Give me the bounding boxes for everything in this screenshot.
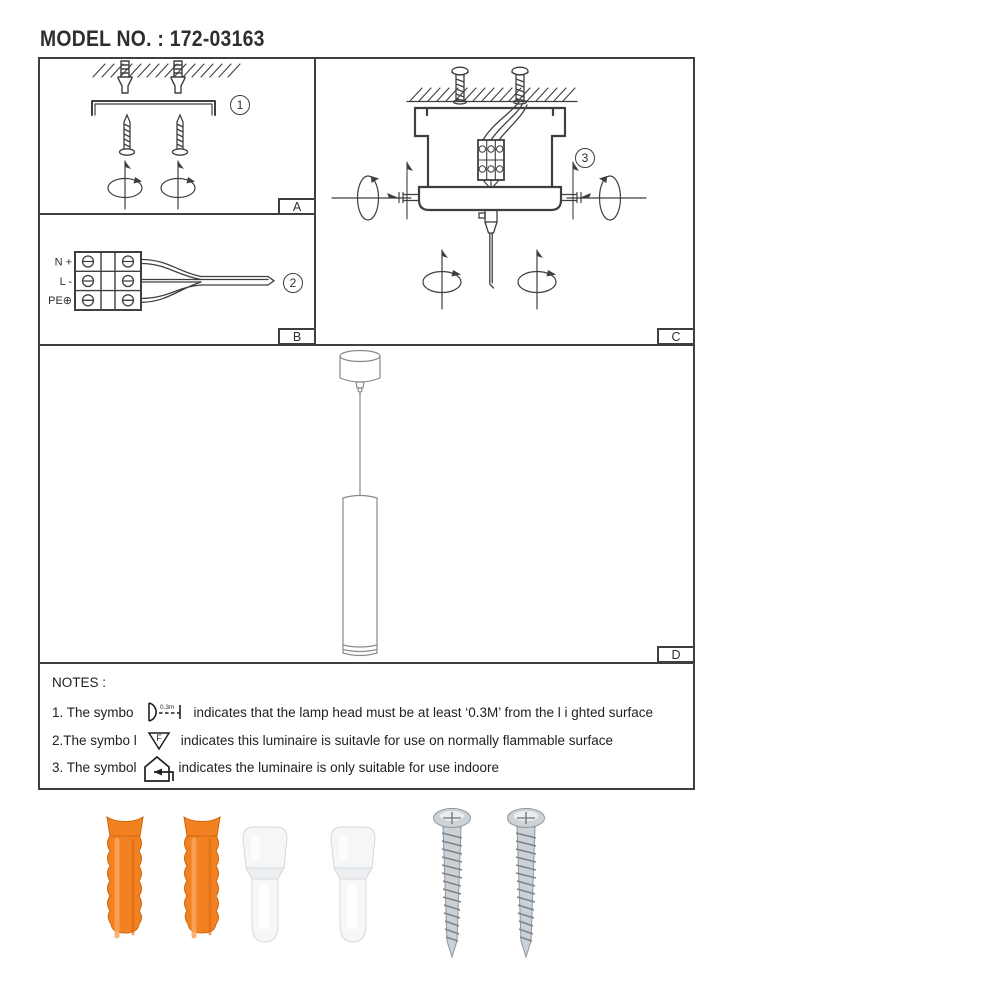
rotation-arrow-icon [161, 161, 195, 209]
rotation-arrow-icon [332, 176, 411, 220]
note-line-2: 2.The symbo l F indicates this luminaire is suitavle for use on normally flammable surface [52, 728, 613, 752]
screw-icon [173, 115, 188, 155]
svg-text:0.3m: 0.3m [159, 704, 174, 711]
page-title: MODEL NO. : 172-03163 [40, 26, 265, 51]
wall-plug-image [102, 814, 148, 958]
terminal-block [478, 140, 504, 188]
ceiling-hatch [410, 88, 575, 101]
rotation-arrow-icon [108, 161, 142, 209]
terminal-label-neutral: N + [54, 256, 72, 269]
note-line-1: 1. The symbo 0.3m indicates that the lamp head must be at least ‘0.3M’ from the l i ghted surface [52, 700, 653, 724]
pendant-cable [479, 210, 497, 288]
flammable-surface-icon [147, 730, 171, 751]
wire-connector-image [325, 822, 381, 950]
screw-image [504, 807, 548, 963]
mains-cable [141, 260, 274, 303]
panel-label-d: D [657, 646, 695, 663]
rotation-arrow-icon [423, 250, 461, 309]
screw-icon [120, 115, 135, 155]
panel-label-c: C [657, 328, 695, 345]
panel-c-canopy-installation-diagram [315, 57, 695, 345]
panel-d-pendant-lamp-drawing [38, 345, 695, 663]
svg-text:F: F [156, 732, 162, 743]
screw-image [430, 807, 474, 963]
note-line-3: 3. The symbol indicates the luminaire is only suitable for use indoore [52, 755, 499, 779]
terminal-label-live: L - [59, 275, 72, 288]
panel-a-bracket-mounting-diagram [38, 57, 315, 215]
panel-b-wiring-diagram [38, 215, 315, 345]
min-distance-icon [142, 700, 186, 724]
panel-label-b: B [278, 328, 316, 345]
rotation-arrow-icon [567, 176, 646, 220]
step-number-1: 1 [230, 95, 250, 115]
mounting-bracket [92, 101, 215, 115]
panel-label-a: A [278, 198, 316, 215]
lamp-tube [343, 496, 377, 656]
step-number-2: 2 [283, 273, 303, 293]
lamp-canopy [340, 351, 380, 393]
terminal-block [75, 252, 141, 310]
indoor-use-house-icon [137, 753, 177, 785]
notes-heading: NOTES : [52, 675, 107, 690]
ceiling-hatch [93, 64, 240, 77]
wall-anchor-icon [171, 61, 185, 93]
step-number-3: 3 [575, 148, 595, 168]
rotation-arrow-icon [518, 250, 556, 309]
wall-plug-image [179, 814, 225, 958]
wire-connector-image [237, 822, 293, 950]
terminal-label-earth: PE⊕ [48, 295, 72, 308]
